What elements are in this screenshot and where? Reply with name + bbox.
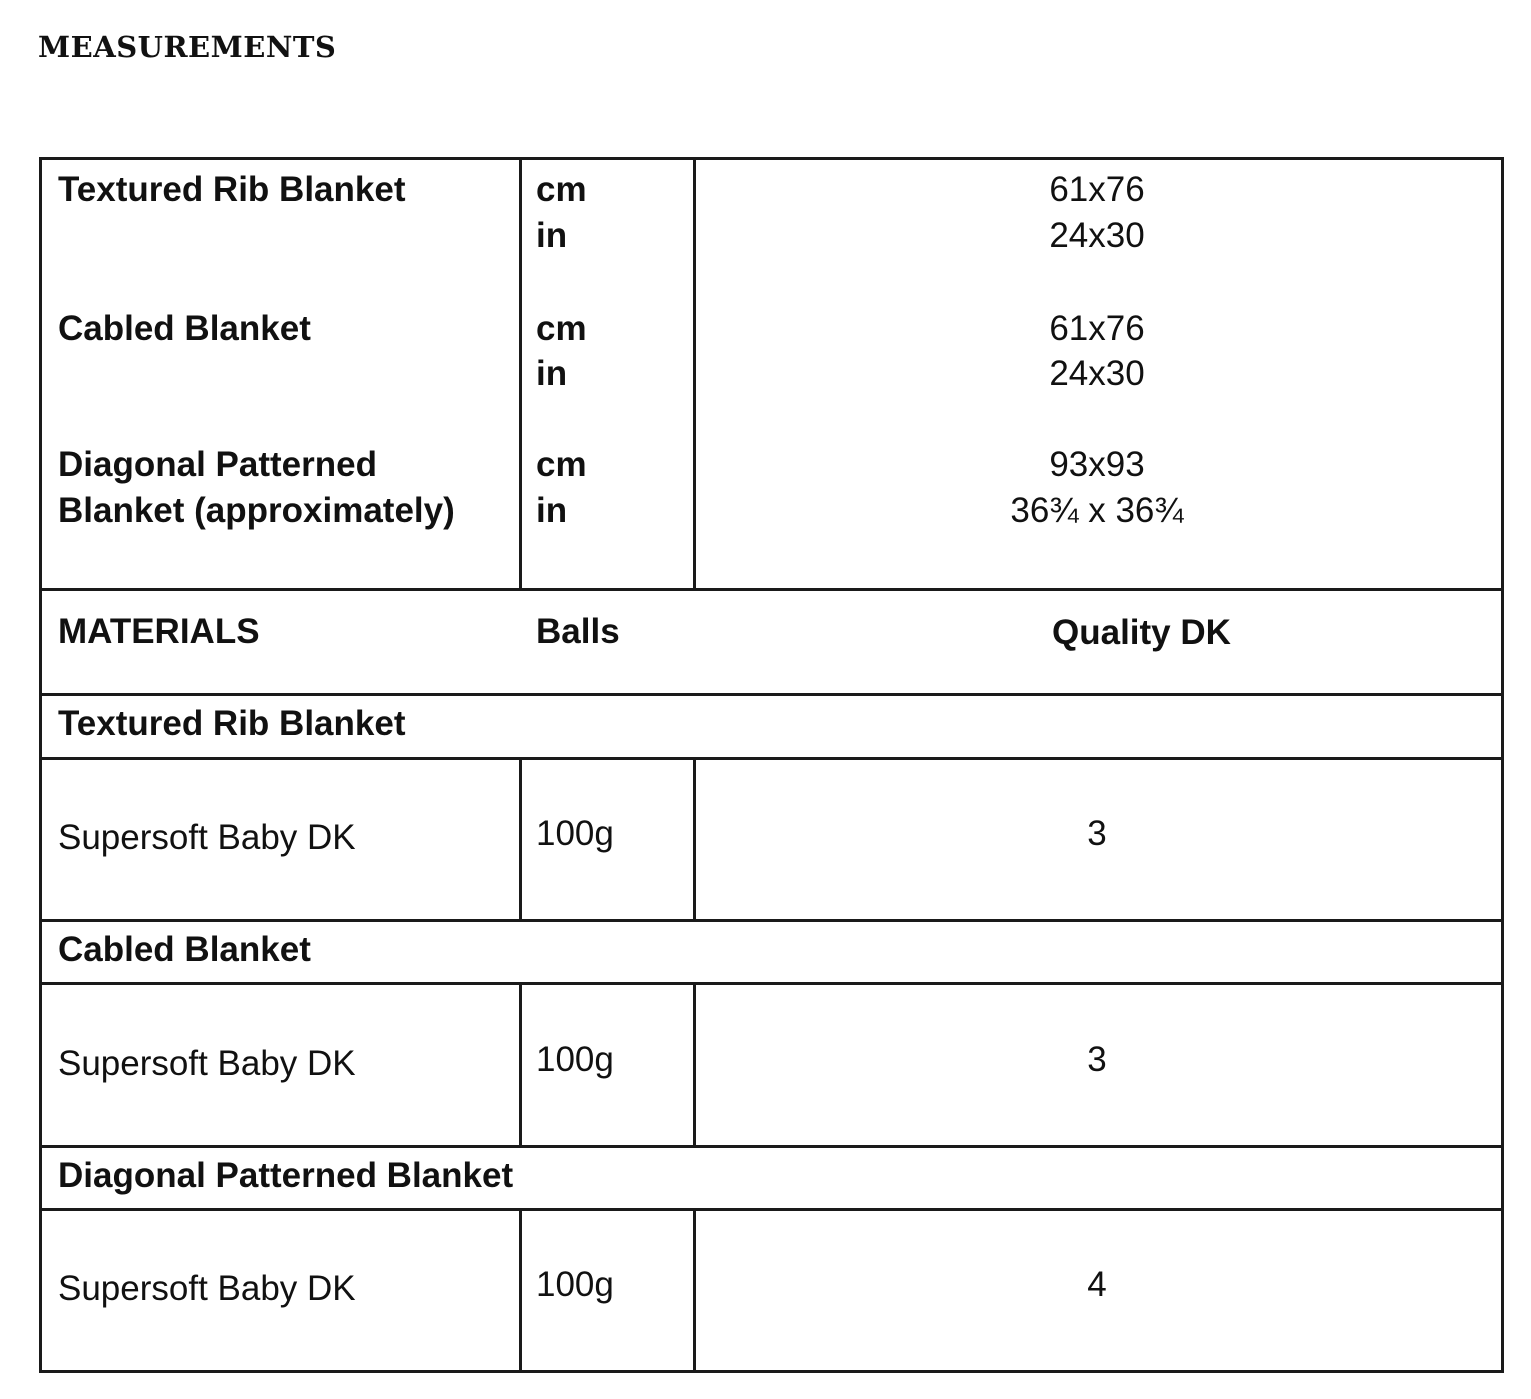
measurement-item-name: Blanket (approximately) [58,491,455,530]
ball-count: 3 [1087,1040,1107,1079]
row-divider [42,1145,1501,1148]
measurement-value: 61x76 [1049,170,1145,209]
measurement-value: 36¾ x 36¾ [1010,491,1184,530]
balls-column-header: Balls [536,612,620,651]
column-divider [519,758,522,921]
row-divider [42,757,1501,760]
measurement-unit: in [536,354,568,393]
measurement-value: 93x93 [1049,445,1145,484]
yarn-name: Supersoft Baby DK [58,818,356,857]
ball-weight: 100g [536,1040,614,1079]
ball-weight: 100g [536,814,614,853]
row-divider [42,919,1501,922]
measurement-value: 24x30 [1049,354,1145,393]
row-divider [42,1208,1501,1211]
column-divider [519,983,522,1147]
column-divider [519,160,522,590]
material-section-title: Textured Rib Blanket [58,704,406,743]
measurement-unit: cm [536,309,587,348]
measurement-item-name: Diagonal Patterned [58,445,377,484]
measurement-value: 61x76 [1049,309,1145,348]
row-divider [42,693,1501,696]
ball-count: 4 [1087,1265,1107,1304]
measurement-unit: in [536,216,568,255]
measurement-unit: cm [536,170,587,209]
material-section-title: Cabled Blanket [58,930,311,969]
quality-column-header: Quality DK [1052,613,1231,652]
measurement-item-name: Textured Rib Blanket [58,170,406,209]
measurement-value: 24x30 [1049,216,1145,255]
measurement-item-name: Cabled Blanket [58,309,311,348]
row-divider [42,982,1501,985]
ball-weight: 100g [536,1265,614,1304]
page-title: MEASUREMENTS [38,30,337,64]
ball-count: 3 [1087,814,1107,853]
materials-heading: MATERIALS [58,612,260,651]
row-divider [42,588,1501,591]
column-divider [519,1209,522,1373]
material-section-title: Diagonal Patterned Blanket [58,1156,514,1195]
measurement-unit: cm [536,445,587,484]
yarn-name: Supersoft Baby DK [58,1269,356,1308]
measurement-unit: in [536,491,568,530]
yarn-name: Supersoft Baby DK [58,1044,356,1083]
